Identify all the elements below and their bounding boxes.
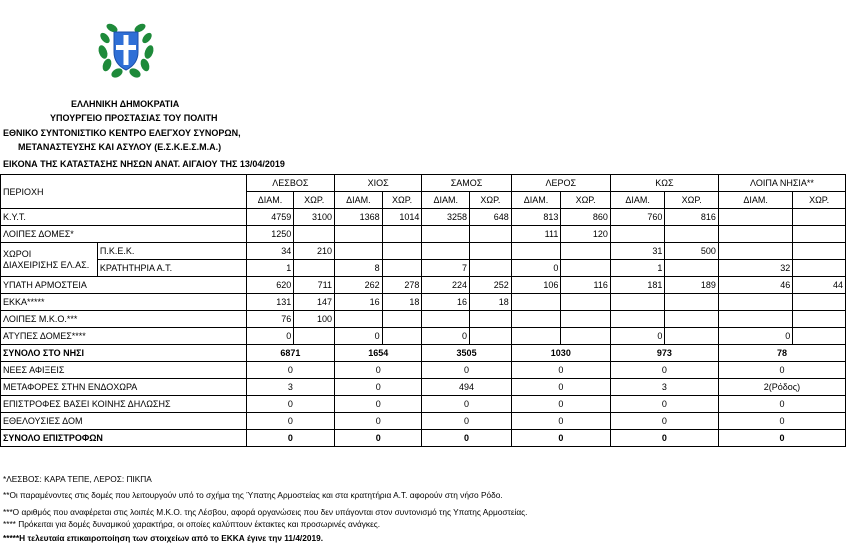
value-cell <box>561 311 611 328</box>
island-total-cell: 0 <box>246 396 334 413</box>
value-cell: 8 <box>335 260 383 277</box>
island-total-cell: 0 <box>335 362 422 379</box>
island-header-chios: ΧΙΟΣ <box>335 175 422 192</box>
value-cell: 7 <box>422 260 470 277</box>
value-cell: 16 <box>422 294 470 311</box>
value-cell: 46 <box>718 277 792 294</box>
value-cell <box>382 243 422 260</box>
value-cell: 0 <box>422 328 470 345</box>
table-row <box>1 345 846 362</box>
value-cell <box>718 243 792 260</box>
value-cell <box>294 328 335 345</box>
footnote-5: *****Η τελευταία επικαιροποίηση των στοιχείων από το ΕΚΚΑ έγινε την 11/4/2019. <box>3 533 324 543</box>
table-row <box>1 362 846 379</box>
island-header-leros: ΛΕΡΟΣ <box>511 175 610 192</box>
row-label: ΝΕΕΣ ΑΦΙΞΕΙΣ <box>1 362 247 379</box>
island-total-cell: 0 <box>246 413 334 430</box>
table-row <box>1 294 846 311</box>
island-total-cell: 2(Ρόδος) <box>718 379 845 396</box>
island-total-cell: 0 <box>422 430 511 447</box>
value-cell <box>665 328 718 345</box>
island-header-lesvos: ΛΕΣΒΟΣ <box>246 175 334 192</box>
subheader-diam: ΔΙΑΜ. <box>246 192 294 209</box>
row-label: ΣΥΝΟΛΟ ΣΤΟ ΝΗΣΙ <box>1 345 247 362</box>
subheader-xor: ΧΩΡ. <box>382 192 422 209</box>
value-cell: 620 <box>246 277 294 294</box>
row-label: Π.Κ.Ε.Κ. <box>97 243 246 260</box>
row-label: ΛΟΙΠΕΣ ΔΟΜΕΣ* <box>1 226 247 243</box>
subheader-diam: ΔΙΑΜ. <box>511 192 561 209</box>
value-cell <box>470 226 512 243</box>
row-label: ΑΤΥΠΕΣ ΔΟΜΕΣ**** <box>1 328 247 345</box>
value-cell: 1 <box>610 260 665 277</box>
table-row <box>1 226 846 243</box>
island-total-cell: 0 <box>335 430 422 447</box>
value-cell <box>610 226 665 243</box>
island-total-cell: 0 <box>422 362 511 379</box>
island-total-cell: 0 <box>511 396 610 413</box>
value-cell <box>422 243 470 260</box>
value-cell <box>422 226 470 243</box>
table-header-row <box>1 175 846 192</box>
value-cell: 648 <box>470 209 512 226</box>
value-cell: 100 <box>294 311 335 328</box>
value-cell: 3258 <box>422 209 470 226</box>
subheader-xor: ΧΩΡ. <box>665 192 718 209</box>
island-total-cell: 3 <box>610 379 718 396</box>
value-cell: 760 <box>610 209 665 226</box>
table-row <box>1 277 846 294</box>
value-cell: 262 <box>335 277 383 294</box>
value-cell: 106 <box>511 277 561 294</box>
value-cell: 0 <box>610 328 665 345</box>
subheader-xor: ΧΩΡ. <box>470 192 512 209</box>
table-row <box>1 243 846 260</box>
value-cell <box>382 260 422 277</box>
table-row <box>1 396 846 413</box>
island-total-cell: 0 <box>511 362 610 379</box>
value-cell <box>665 260 718 277</box>
value-cell <box>793 328 846 345</box>
subheader-xor: ΧΩΡ. <box>793 192 846 209</box>
row-label: ΕΠΙΣΤΡΟΦΕΣ ΒΑΣΕΙ ΚΟΙΝΗΣ ΔΗΛΩΣΗΣ <box>1 396 247 413</box>
value-cell: 813 <box>511 209 561 226</box>
value-cell: 0 <box>718 328 792 345</box>
value-cell: 4759 <box>246 209 294 226</box>
footnote-3: ***Ο αριθμός που αναφέρεται στις λοιπές Μ.Κ.Ο. της Λέσβου, αφορά οργανώσεις που δεν υπάγονται στον συντονισμό της Υπατης Αρμοστείας. <box>3 507 528 517</box>
value-cell: 0 <box>511 260 561 277</box>
value-cell <box>294 260 335 277</box>
value-cell <box>335 311 383 328</box>
row-label: ΥΠΑΤΗ ΑΡΜΟΣΤΕΙΑ <box>1 277 247 294</box>
island-total-cell: 0 <box>610 413 718 430</box>
value-cell <box>470 311 512 328</box>
island-total-cell: 0 <box>511 430 610 447</box>
island-total-cell: 0 <box>511 379 610 396</box>
value-cell <box>470 328 512 345</box>
value-cell: 1368 <box>335 209 383 226</box>
value-cell: 32 <box>718 260 792 277</box>
island-total-cell: 0 <box>511 413 610 430</box>
table-row <box>1 209 846 226</box>
value-cell <box>511 243 561 260</box>
value-cell <box>665 226 718 243</box>
police-facilities-label-2: ΔΙΑΧΕΙΡΙΣΗΣ ΕΛ.ΑΣ. <box>3 259 90 270</box>
value-cell <box>793 209 846 226</box>
island-total-cell: 3 <box>246 379 334 396</box>
island-total-cell: 0 <box>718 413 845 430</box>
subheader-diam: ΔΙΑΜ. <box>718 192 792 209</box>
value-cell: 131 <box>246 294 294 311</box>
value-cell <box>665 294 718 311</box>
row-label: ΜΕΤΑΦΟΡΕΣ ΣΤΗΝ ΕΝΔΟΧΩΡΑ <box>1 379 247 396</box>
island-total-cell: 494 <box>422 379 511 396</box>
value-cell <box>718 226 792 243</box>
subheader-xor: ΧΩΡ. <box>294 192 335 209</box>
page-title: ΕΙΚΟΝΑ ΤΗΣ ΚΑΤΑΣΤΑΣΗΣ ΝΗΣΩΝ ΑΝΑΤ. ΑΙΓΑΙΟΥ ΤΗΣ 13/04/2019 <box>3 159 285 169</box>
value-cell: 31 <box>610 243 665 260</box>
value-cell: 0 <box>246 328 294 345</box>
value-cell <box>610 311 665 328</box>
value-cell: 189 <box>665 277 718 294</box>
value-cell <box>718 294 792 311</box>
value-cell <box>382 226 422 243</box>
island-total-cell: 0 <box>335 396 422 413</box>
value-cell <box>793 243 846 260</box>
header-line-center-cont: ΜΕΤΑΝΑΣΤΕΥΣΗΣ ΚΑΙ ΑΣΥΛΟΥ (Ε.Σ.Κ.Ε.Σ.Μ.Α.) <box>18 142 222 152</box>
value-cell <box>793 311 846 328</box>
value-cell <box>561 260 611 277</box>
table-row <box>1 311 846 328</box>
value-cell <box>511 294 561 311</box>
table-row <box>1 379 846 396</box>
value-cell: 252 <box>470 277 512 294</box>
value-cell: 860 <box>561 209 611 226</box>
row-label: ΛΟΙΠΕΣ Μ.Κ.Ο.*** <box>1 311 247 328</box>
header-line-ministry: ΥΠΟΥΡΓΕΙΟ ΠΡΟΣΤΑΣΙΑΣ ΤΟΥ ΠΟΛΙΤΗ <box>50 113 218 123</box>
value-cell <box>561 243 611 260</box>
value-cell: 76 <box>246 311 294 328</box>
island-total-cell: 6871 <box>246 345 334 362</box>
island-total-cell: 78 <box>718 345 845 362</box>
value-cell: 711 <box>294 277 335 294</box>
value-cell <box>718 311 792 328</box>
value-cell <box>470 260 512 277</box>
row-label: ΕΘΕΛΟΥΣΙΕΣ ΔΟΜ <box>1 413 247 430</box>
value-cell: 278 <box>382 277 422 294</box>
island-total-cell: 0 <box>335 379 422 396</box>
island-total-cell: 0 <box>610 362 718 379</box>
value-cell: 1 <box>246 260 294 277</box>
island-total-cell: 0 <box>610 396 718 413</box>
value-cell: 16 <box>335 294 383 311</box>
island-total-cell: 0 <box>718 362 845 379</box>
value-cell <box>422 311 470 328</box>
police-facilities-label <box>1 243 98 277</box>
value-cell: 147 <box>294 294 335 311</box>
value-cell: 44 <box>793 277 846 294</box>
island-total-cell: 0 <box>718 396 845 413</box>
value-cell: 500 <box>665 243 718 260</box>
island-total-cell: 973 <box>610 345 718 362</box>
subheader-xor: ΧΩΡ. <box>561 192 611 209</box>
value-cell: 3100 <box>294 209 335 226</box>
police-facilities-label-1: ΧΩΡΟΙ <box>3 248 32 259</box>
value-cell: 1250 <box>246 226 294 243</box>
subheader-diam: ΔΙΑΜ. <box>610 192 665 209</box>
value-cell <box>665 311 718 328</box>
subheader-diam: ΔΙΑΜ. <box>422 192 470 209</box>
value-cell: 224 <box>422 277 470 294</box>
footnote-1: *ΛΕΣΒΟΣ: ΚΑΡΑ ΤΕΠΕ, ΛΕΡΟΣ: ΠΙΚΠΑ <box>3 474 152 484</box>
row-label: Κ.Υ.Τ. <box>1 209 247 226</box>
row-label: ΣΥΝΟΛΟ ΕΠΙΣΤΡΟΦΩΝ <box>1 430 247 447</box>
table-row <box>1 413 846 430</box>
island-total-cell: 0 <box>610 430 718 447</box>
value-cell: 120 <box>561 226 611 243</box>
region-header: ΠΕΡΙΟΧΗ <box>1 175 247 209</box>
value-cell: 116 <box>561 277 611 294</box>
value-cell: 34 <box>246 243 294 260</box>
value-cell: 816 <box>665 209 718 226</box>
header-line-republic: ΕΛΛΗΝΙΚΗ ΔΗΜΟΚΡΑΤΙΑ <box>71 99 180 109</box>
value-cell: 0 <box>335 328 383 345</box>
island-total-cell: 0 <box>246 362 334 379</box>
value-cell <box>561 294 611 311</box>
table-row <box>1 260 846 277</box>
value-cell <box>382 328 422 345</box>
value-cell <box>793 294 846 311</box>
island-total-cell: 1030 <box>511 345 610 362</box>
footnote-2: **Οι παραμένοντες στις δομές που λειτουργούν υπό το σχήμα της Ύπατης Αρμοστείας και στα κρατητήρια Α.Τ. αφορούν στη νήσο Ρόδο. <box>3 490 503 500</box>
subheader-diam: ΔΙΑΜ. <box>335 192 383 209</box>
header-line-center: ΕΘΝΙΚΟ ΣΥΝΤΟΝΙΣΤΙΚΟ ΚΕΝΤΡΟ ΕΛΕΓΧΟΥ ΣΥΝΟΡΩΝ, <box>3 128 241 138</box>
value-cell <box>335 226 383 243</box>
island-header-samos: ΣΑΜΟΣ <box>422 175 511 192</box>
islands-status-table <box>0 174 846 447</box>
value-cell <box>793 226 846 243</box>
table-row <box>1 328 846 345</box>
value-cell: 111 <box>511 226 561 243</box>
value-cell <box>470 243 512 260</box>
island-total-cell: 0 <box>246 430 334 447</box>
value-cell <box>793 260 846 277</box>
value-cell: 18 <box>470 294 512 311</box>
value-cell <box>294 226 335 243</box>
value-cell: 210 <box>294 243 335 260</box>
value-cell <box>511 311 561 328</box>
island-total-cell: 0 <box>422 396 511 413</box>
value-cell <box>610 294 665 311</box>
value-cell <box>718 209 792 226</box>
island-header-kos: ΚΩΣ <box>610 175 718 192</box>
value-cell <box>561 328 611 345</box>
value-cell <box>382 311 422 328</box>
value-cell <box>335 243 383 260</box>
row-label: ΕΚΚΑ***** <box>1 294 247 311</box>
value-cell: 18 <box>382 294 422 311</box>
value-cell: 181 <box>610 277 665 294</box>
island-total-cell: 0 <box>422 413 511 430</box>
island-header-other: ΛΟΙΠΑ ΝΗΣΙΑ** <box>718 175 845 192</box>
island-total-cell: 1654 <box>335 345 422 362</box>
value-cell: 1014 <box>382 209 422 226</box>
island-total-cell: 0 <box>718 430 845 447</box>
row-label: ΚΡΑΤΗΤΗΡΙΑ Α.Τ. <box>97 260 246 277</box>
island-total-cell: 3505 <box>422 345 511 362</box>
greek-coat-of-arms-icon <box>95 18 157 80</box>
island-total-cell: 0 <box>335 413 422 430</box>
table-row <box>1 430 846 447</box>
footnote-4: **** Πρόκειται για δομές δυναμικού χαρακτήρα, οι οποίες καλύπτουν έκτακτες και προσωρινές ανάγκες. <box>3 519 381 529</box>
value-cell <box>511 328 561 345</box>
